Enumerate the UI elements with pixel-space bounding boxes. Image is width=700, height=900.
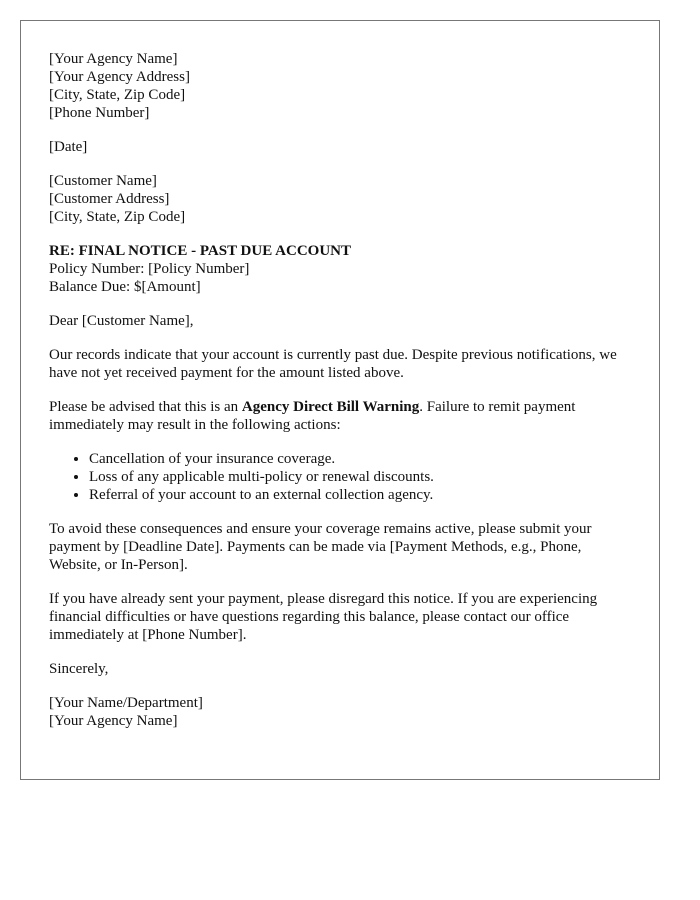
sender-agency-name: [Your Agency Name] xyxy=(49,51,178,67)
subject-block xyxy=(49,242,631,296)
body-paragraph-2-suffix: . Failure to remit payment immediately may result in the following actions: xyxy=(49,399,576,433)
salutation xyxy=(49,312,631,330)
date-block xyxy=(49,138,631,156)
body-paragraph-2-prefix: Please be advised that this is an xyxy=(49,399,242,415)
closing xyxy=(49,660,631,678)
recipient-address: [Customer Address] xyxy=(49,191,170,207)
balance-due-line: Balance Due: $[Amount] xyxy=(49,279,201,295)
policy-number-line: Policy Number: [Policy Number] xyxy=(49,261,250,277)
list-item: • Loss of any applicable multi-policy or renewal discounts. xyxy=(89,468,631,486)
salutation-text: Dear [Customer Name], xyxy=(49,313,194,329)
signature-agency-name: [Your Agency Name] xyxy=(49,713,178,729)
closing-text: Sincerely, xyxy=(49,661,109,677)
sender-phone: [Phone Number] xyxy=(49,105,150,121)
recipient-address-block xyxy=(49,172,631,226)
re-line: RE: FINAL NOTICE - PAST DUE ACCOUNT xyxy=(49,243,351,259)
body-paragraph-2 xyxy=(49,398,631,434)
sender-agency-address: [Your Agency Address] xyxy=(49,69,190,85)
letter-page xyxy=(20,20,660,780)
consequences-list xyxy=(49,450,631,504)
body-paragraph-3: To avoid these consequences and ensure your coverage remains active, please submit your payment by [Deadline Date]. Payments can be made via [Payment Methods, e.g., Phone, Website, or In-Person]. xyxy=(49,521,592,573)
letter-date: [Date] xyxy=(49,139,88,155)
sender-city-state-zip: [City, State, Zip Code] xyxy=(49,87,186,103)
recipient-name: [Customer Name] xyxy=(49,173,157,189)
signature-block xyxy=(49,694,631,730)
signature-name-department: [Your Name/Department] xyxy=(49,695,203,711)
body-paragraph-1: Our records indicate that your account is currently past due. Despite previous notifications, we have not yet received payment for the amount listed above. xyxy=(49,347,617,381)
sender-address-block xyxy=(49,50,631,122)
list-item: • Cancellation of your insurance coverage. xyxy=(89,450,631,468)
body-paragraph-4: If you have already sent your payment, please disregard this notice. If you are experiencing financial difficulties or have questions regarding this balance, please contact our office immediately at [Phone Number]. xyxy=(49,591,598,643)
list-item: • Referral of your account to an external collection agency. xyxy=(89,486,631,504)
recipient-city-state-zip: [City, State, Zip Code] xyxy=(49,209,186,225)
agency-direct-bill-warning: Agency Direct Bill Warning xyxy=(241,399,420,415)
